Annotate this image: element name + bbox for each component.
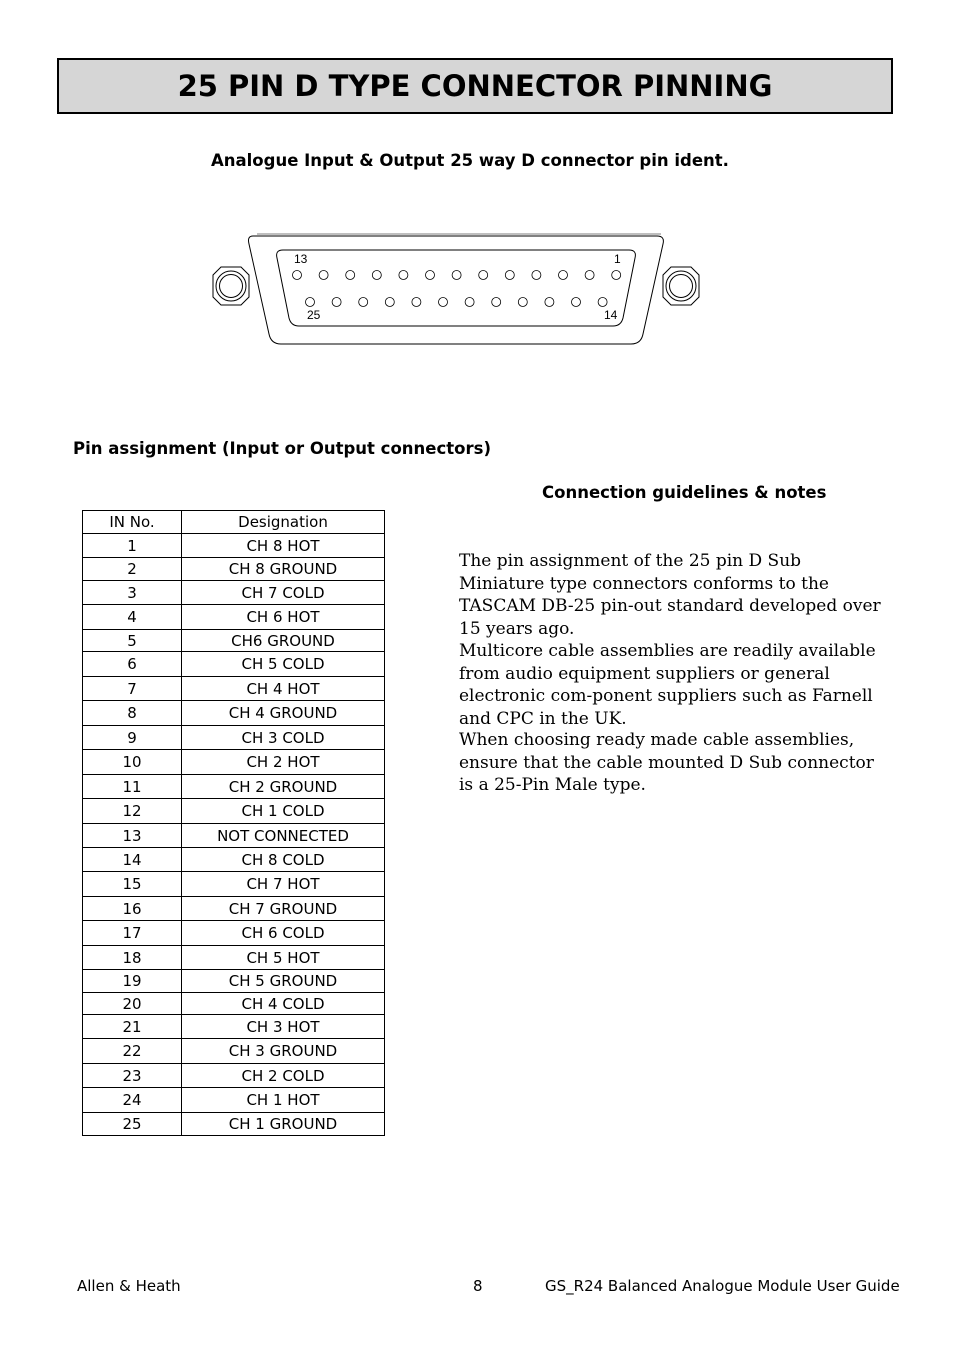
pin-number-cell: 19 xyxy=(83,970,182,993)
pin-number-cell: 22 xyxy=(83,1039,182,1064)
pin-number-cell: 13 xyxy=(83,824,182,848)
pin-designation-cell: CH 6 COLD xyxy=(182,921,385,946)
pin-assignment-table xyxy=(82,510,385,1136)
pin-designation-cell: CH 5 GROUND xyxy=(182,970,385,993)
pin-designation-cell: CH 8 COLD xyxy=(182,848,385,872)
pin-designation-cell: CH 4 GROUND xyxy=(182,701,385,726)
pin-label-25: 25 xyxy=(307,308,321,322)
table-row xyxy=(83,1113,385,1136)
page-title-box xyxy=(57,58,893,114)
pin-top-row xyxy=(372,271,381,280)
page-title: 25 PIN D TYPE CONNECTOR PINNING xyxy=(177,69,773,103)
pin-designation-cell: CH 4 COLD xyxy=(182,993,385,1015)
pin-designation-cell: CH 8 GROUND xyxy=(182,558,385,581)
table-row xyxy=(83,630,385,652)
pin-designation-cell: CH 1 GROUND xyxy=(182,1113,385,1136)
pin-number-cell: 20 xyxy=(83,993,182,1015)
table-row xyxy=(83,946,385,970)
pin-designation-cell: CH 4 HOT xyxy=(182,677,385,701)
notes-paragraph-3: When choosing ready made cable assemblies, ensure that the cable mounted D Sub connector is a 25-Pin Male type. xyxy=(459,730,874,795)
pin-designation-cell: CH 2 HOT xyxy=(182,750,385,775)
pin-number-cell: 1 xyxy=(83,534,182,558)
pin-label-13: 13 xyxy=(294,252,308,266)
pin-designation-cell: NOT CONNECTED xyxy=(182,824,385,848)
pin-designation-cell: CH 7 COLD xyxy=(182,581,385,605)
table-row xyxy=(83,775,385,799)
pin-designation-cell: CH 3 COLD xyxy=(182,726,385,750)
connector-heading: Analogue Input & Output 25 way D connector pin ident. xyxy=(211,151,729,170)
pin-top-row xyxy=(532,271,541,280)
pin-bottom-row xyxy=(518,298,527,307)
pin-assignment-heading: Pin assignment (Input or Output connectors) xyxy=(73,439,491,458)
pin-designation-cell: CH 2 GROUND xyxy=(182,775,385,799)
pin-designation-cell: CH 2 COLD xyxy=(182,1064,385,1088)
table-row xyxy=(83,558,385,581)
table-row xyxy=(83,1088,385,1113)
pin-top-row xyxy=(346,271,355,280)
header-in-no: IN No. xyxy=(83,511,182,534)
pin-top-row xyxy=(319,271,328,280)
pin-designation-cell: CH 3 HOT xyxy=(182,1015,385,1039)
pin-number-cell: 6 xyxy=(83,652,182,677)
table-header-row xyxy=(83,511,385,534)
pin-bottom-row xyxy=(306,298,315,307)
pin-designation-cell: CH 7 GROUND xyxy=(182,897,385,921)
table-row xyxy=(83,1039,385,1064)
pin-top-row xyxy=(585,271,594,280)
pin-bottom-row xyxy=(572,298,581,307)
pin-top-row xyxy=(452,271,461,280)
pin-designation-cell: CH 6 HOT xyxy=(182,605,385,630)
right-mounting-screw xyxy=(663,267,699,305)
footer-publisher: Allen & Heath xyxy=(77,1277,181,1295)
pin-top-row xyxy=(612,271,621,280)
pin-top-row xyxy=(399,271,408,280)
table-row xyxy=(83,1015,385,1039)
table-row xyxy=(83,970,385,993)
notes-heading: Connection guidelines & notes xyxy=(542,483,827,502)
pin-top-row xyxy=(426,271,435,280)
table-row xyxy=(83,652,385,677)
pin-designation-cell: CH 3 GROUND xyxy=(182,1039,385,1064)
pin-designation-cell: CH6 GROUND xyxy=(182,630,385,652)
table-row xyxy=(83,581,385,605)
pin-number-cell: 7 xyxy=(83,677,182,701)
header-designation: Designation xyxy=(182,511,385,534)
connector-inner-d xyxy=(277,250,636,326)
table-row xyxy=(83,726,385,750)
table-row xyxy=(83,701,385,726)
pin-number-cell: 25 xyxy=(83,1113,182,1136)
pin-number-cell: 5 xyxy=(83,630,182,652)
pin-bottom-row xyxy=(545,298,554,307)
pin-designation-cell: CH 5 HOT xyxy=(182,946,385,970)
pin-bottom-row xyxy=(492,298,501,307)
pin-number-cell: 17 xyxy=(83,921,182,946)
table-row xyxy=(83,824,385,848)
pin-number-cell: 18 xyxy=(83,946,182,970)
pin-label-1: 1 xyxy=(614,252,621,266)
pin-designation-cell: CH 5 COLD xyxy=(182,652,385,677)
pin-number-cell: 24 xyxy=(83,1088,182,1113)
pin-number-cell: 16 xyxy=(83,897,182,921)
table-row xyxy=(83,605,385,630)
pin-number-cell: 14 xyxy=(83,848,182,872)
pin-designation-cell: CH 7 HOT xyxy=(182,872,385,897)
notes-paragraph-1: The pin assignment of the 25 pin D Sub Miniature type connectors conforms to the TASCAM DB-25 pin-out standard developed over 15 years ago. xyxy=(459,551,881,639)
pin-number-cell: 8 xyxy=(83,701,182,726)
pin-number-cell: 9 xyxy=(83,726,182,750)
pin-designation-cell: CH 8 HOT xyxy=(182,534,385,558)
pin-bottom-row xyxy=(439,298,448,307)
connector-pins xyxy=(293,271,621,307)
table-row xyxy=(83,534,385,558)
pin-bottom-row xyxy=(332,298,341,307)
left-mounting-screw xyxy=(213,267,249,305)
pin-number-cell: 10 xyxy=(83,750,182,775)
table-row xyxy=(83,848,385,872)
table-row xyxy=(83,872,385,897)
pin-top-row xyxy=(293,271,302,280)
connector-outer-shell xyxy=(249,236,664,344)
pin-bottom-row xyxy=(412,298,421,307)
table-row xyxy=(83,1064,385,1088)
pin-top-row xyxy=(505,271,514,280)
footer-document-title: GS_R24 Balanced Analogue Module User Guide xyxy=(545,1277,900,1295)
pin-number-cell: 3 xyxy=(83,581,182,605)
pin-number-cell: 23 xyxy=(83,1064,182,1088)
pin-label-14: 14 xyxy=(604,308,618,322)
pin-number-cell: 12 xyxy=(83,799,182,824)
table-row xyxy=(83,750,385,775)
pin-bottom-row xyxy=(598,298,607,307)
pin-designation-cell: CH 1 COLD xyxy=(182,799,385,824)
table-row xyxy=(83,921,385,946)
table-row xyxy=(83,677,385,701)
pin-number-cell: 2 xyxy=(83,558,182,581)
table-row xyxy=(83,993,385,1015)
pin-number-cell: 21 xyxy=(83,1015,182,1039)
d25-connector-diagram xyxy=(205,232,715,347)
table-row xyxy=(83,897,385,921)
notes-paragraph-2: Multicore cable assemblies are readily available from audio equipment suppliers or general electronic com-ponent suppliers such as Farnell and CPC in the UK. xyxy=(459,641,876,729)
pin-bottom-row xyxy=(359,298,368,307)
pin-top-row xyxy=(559,271,568,280)
pin-bottom-row xyxy=(465,298,474,307)
table-row xyxy=(83,799,385,824)
pin-bottom-row xyxy=(385,298,394,307)
pin-top-row xyxy=(479,271,488,280)
pin-number-cell: 4 xyxy=(83,605,182,630)
pin-number-cell: 11 xyxy=(83,775,182,799)
footer-page-number: 8 xyxy=(473,1277,483,1295)
pin-number-cell: 15 xyxy=(83,872,182,897)
pin-designation-cell: CH 1 HOT xyxy=(182,1088,385,1113)
